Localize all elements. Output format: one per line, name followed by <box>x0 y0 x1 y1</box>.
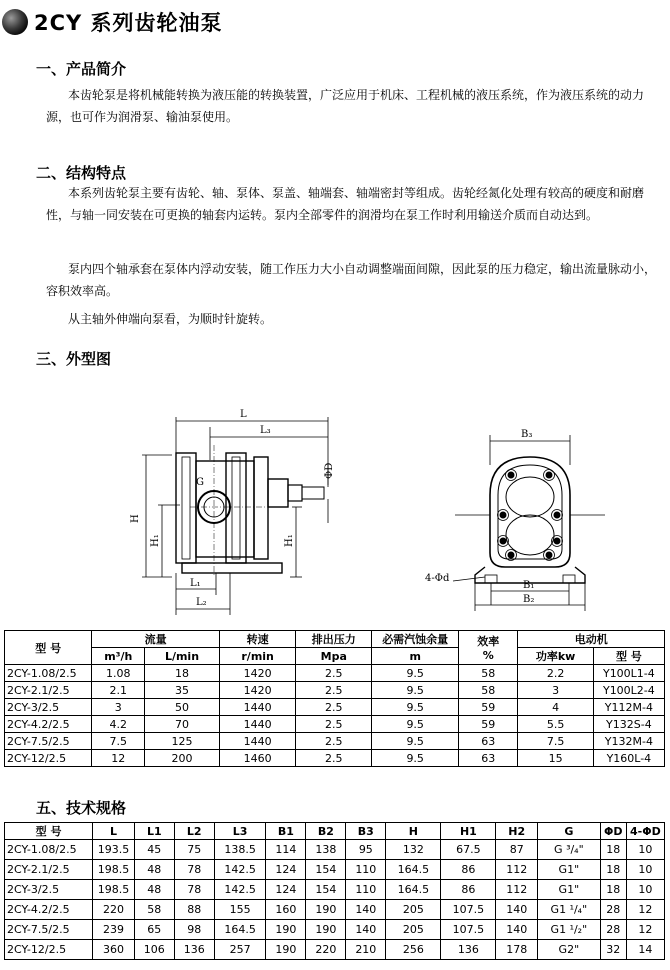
table-cell: 7.5 <box>518 733 593 750</box>
table-cell: 1440 <box>219 733 295 750</box>
table-cell: G1" <box>538 860 601 880</box>
table-cell: Y132M-4 <box>593 733 664 750</box>
col-pressure: 排出压力 <box>296 631 372 648</box>
table-cell: 140 <box>346 900 386 920</box>
pump-side-view-drawing <box>425 425 615 620</box>
table-cell: 1420 <box>219 682 295 699</box>
dim-col-header: G <box>538 823 601 840</box>
table-cell: 1440 <box>219 716 295 733</box>
dim-col-header: B2 <box>306 823 346 840</box>
table-row <box>5 733 665 750</box>
table-cell: Y100L1-4 <box>593 665 664 682</box>
section-heading-specs: 五、技术规格 <box>36 799 127 817</box>
table-cell: 4 <box>518 699 593 716</box>
table-cell: 220 <box>306 940 346 960</box>
table-cell: 9.5 <box>372 682 459 699</box>
table-cell: 164.5 <box>386 880 441 900</box>
table-cell: 1.08 <box>92 665 145 682</box>
table-cell: 2CY-1.08/2.5 <box>5 665 92 682</box>
table-cell: 140 <box>346 920 386 940</box>
table-cell: 88 <box>174 900 214 920</box>
table-cell: 2.5 <box>296 682 372 699</box>
table-cell: 67.5 <box>441 840 496 860</box>
col-efficiency-label: 效率 <box>477 635 500 648</box>
table-cell: 198.5 <box>93 880 135 900</box>
dim-col-header: L <box>93 823 135 840</box>
structure-paragraph-3: 从主轴外伸端向泵看，为顺时针旋转。 <box>68 312 273 326</box>
dim-label-L: L <box>240 409 247 420</box>
dim-label-bolt-holes: 4-Φd <box>425 573 450 584</box>
table-cell: 1420 <box>219 665 295 682</box>
dim-label-H: H <box>130 514 141 523</box>
table-cell: 239 <box>93 920 135 940</box>
page-title-bar <box>2 4 223 40</box>
dim-col-header: L3 <box>214 823 266 840</box>
table-row <box>5 880 665 900</box>
structure-paragraph-2: 泵内四个轴承套在泵体内浮动安装，随工作压力大小自动调整端面间隙，因此泵的压力稳定，输出流量脉动小，容积效率高。 <box>46 262 657 298</box>
table-cell: 9.5 <box>372 716 459 733</box>
table-cell: 28 <box>600 900 626 920</box>
table-cell: 7.5 <box>92 733 145 750</box>
table-cell: 154 <box>306 860 346 880</box>
table-cell: 193.5 <box>93 840 135 860</box>
table-cell: 164.5 <box>214 920 266 940</box>
dim-label-B2: B₂ <box>523 594 535 605</box>
table-row <box>5 920 665 940</box>
table-cell: 205 <box>386 900 441 920</box>
table-cell: 140 <box>496 900 538 920</box>
table-cell: 125 <box>145 733 220 750</box>
dim-label-L1: L₁ <box>190 578 201 589</box>
table-cell: 190 <box>306 920 346 940</box>
col-npsh-unit: m <box>372 648 459 665</box>
table-cell: 95 <box>346 840 386 860</box>
col-pressure-unit: Mpa <box>296 648 372 665</box>
table-cell: 12 <box>626 920 664 940</box>
table-cell: 2CY-2.1/2.5 <box>5 860 93 880</box>
col-efficiency <box>459 631 518 665</box>
table-cell: 65 <box>134 920 174 940</box>
table-cell: 2CY-12/2.5 <box>5 940 93 960</box>
col-model: 型 号 <box>5 631 92 665</box>
dim-label-H1-right: H₁ <box>284 534 295 547</box>
table-cell: 110 <box>346 880 386 900</box>
table-cell: 18 <box>145 665 220 682</box>
table-cell: 58 <box>459 665 518 682</box>
table-cell: 136 <box>174 940 214 960</box>
table-cell: 2CY-2.1/2.5 <box>5 682 92 699</box>
table-cell: 142.5 <box>214 860 266 880</box>
table-cell: 2.2 <box>518 665 593 682</box>
table-cell: 4.2 <box>92 716 145 733</box>
dim-label-B1: B₁ <box>523 580 535 591</box>
dim-label-G: G <box>196 477 204 488</box>
table-cell: 124 <box>266 860 306 880</box>
table-cell: 2CY-7.5/2.5 <box>5 733 92 750</box>
dim-label-L2: L₂ <box>196 597 207 608</box>
table-cell: 45 <box>134 840 174 860</box>
table-cell: 2.5 <box>296 665 372 682</box>
table-row <box>5 665 665 682</box>
performance-table <box>4 630 665 767</box>
table-cell: 2CY-12/2.5 <box>5 750 92 767</box>
dim-col-header: ΦD <box>600 823 626 840</box>
table-cell: Y112M-4 <box>593 699 664 716</box>
table-cell: 2CY-3/2.5 <box>5 699 92 716</box>
table-cell: 35 <box>145 682 220 699</box>
table-cell: 198.5 <box>93 860 135 880</box>
col-motor-power: 功率kw <box>518 648 593 665</box>
col-speed-unit: r/min <box>219 648 295 665</box>
table-cell: 59 <box>459 716 518 733</box>
table-cell: 63 <box>459 750 518 767</box>
dim-col-header: L1 <box>134 823 174 840</box>
table-cell: 32 <box>600 940 626 960</box>
table-cell: G ³/₄" <box>538 840 601 860</box>
table-cell: 1440 <box>219 699 295 716</box>
table-cell: 2CY-3/2.5 <box>5 880 93 900</box>
table-row <box>5 900 665 920</box>
table-cell: 12 <box>626 900 664 920</box>
table-cell: 112 <box>496 860 538 880</box>
table-cell: Y132S-4 <box>593 716 664 733</box>
table-cell: 2CY-1.08/2.5 <box>5 840 93 860</box>
table-cell: G1 ¹/₄" <box>538 900 601 920</box>
table-cell: 2.5 <box>296 750 372 767</box>
pump-front-view-drawing <box>120 405 350 620</box>
dim-label-H1-left: H₁ <box>150 534 161 547</box>
table-cell: G1" <box>538 880 601 900</box>
dimensions-table <box>4 822 665 960</box>
dim-col-header: 4-ΦD <box>626 823 664 840</box>
title-bullet-icon <box>2 9 28 35</box>
col-speed: 转速 <box>219 631 295 648</box>
dim-label-B3: B₃ <box>521 429 533 440</box>
table-cell: 164.5 <box>386 860 441 880</box>
table-cell: 70 <box>145 716 220 733</box>
col-motor-model: 型 号 <box>593 648 664 665</box>
table-cell: 2.5 <box>296 733 372 750</box>
table-cell: 360 <box>93 940 135 960</box>
col-efficiency-unit: % <box>482 649 494 662</box>
table-cell: 10 <box>626 860 664 880</box>
table-cell: 87 <box>496 840 538 860</box>
table-cell: G2" <box>538 940 601 960</box>
table-cell: 15 <box>518 750 593 767</box>
table-cell: 106 <box>134 940 174 960</box>
table-cell: 200 <box>145 750 220 767</box>
table-cell: 220 <box>93 900 135 920</box>
table-row <box>5 716 665 733</box>
table-cell: 58 <box>134 900 174 920</box>
table-cell: 59 <box>459 699 518 716</box>
table-cell: 210 <box>346 940 386 960</box>
table-cell: 75 <box>174 840 214 860</box>
table-cell: Y160L-4 <box>593 750 664 767</box>
table-cell: 98 <box>174 920 214 940</box>
dim-col-header: 型 号 <box>5 823 93 840</box>
table-cell: 2.5 <box>296 716 372 733</box>
dim-col-header: H <box>386 823 441 840</box>
table-cell: 48 <box>134 860 174 880</box>
table-cell: 190 <box>266 940 306 960</box>
table-cell: 2CY-7.5/2.5 <box>5 920 93 940</box>
table-row <box>5 682 665 699</box>
table-row <box>5 699 665 716</box>
table-row <box>5 940 665 960</box>
table-cell: 86 <box>441 860 496 880</box>
table-cell: 190 <box>266 920 306 940</box>
table-cell: 9.5 <box>372 699 459 716</box>
dim-col-header: H2 <box>496 823 538 840</box>
table-cell: 78 <box>174 860 214 880</box>
table-cell: 28 <box>600 920 626 940</box>
col-flow-m3: m³/h <box>92 648 145 665</box>
table-cell: 5.5 <box>518 716 593 733</box>
table-cell: 2.1 <box>92 682 145 699</box>
table-cell: 50 <box>145 699 220 716</box>
col-npsh: 必需汽蚀余量 <box>372 631 459 648</box>
table-cell: 257 <box>214 940 266 960</box>
table-cell: 140 <box>496 920 538 940</box>
table-cell: 12 <box>92 750 145 767</box>
section-heading-outline: 三、外型图 <box>36 350 112 368</box>
table-cell: 2CY-4.2/2.5 <box>5 900 93 920</box>
table-cell: 2.5 <box>296 699 372 716</box>
table-cell: 107.5 <box>441 920 496 940</box>
dim-col-header: B1 <box>266 823 306 840</box>
table-cell: 178 <box>496 940 538 960</box>
table-cell: 205 <box>386 920 441 940</box>
dim-col-header: H1 <box>441 823 496 840</box>
table-cell: G1 ¹/₂" <box>538 920 601 940</box>
section-heading-structure: 二、结构特点 <box>36 164 127 182</box>
table-cell: 107.5 <box>441 900 496 920</box>
intro-paragraph: 本齿轮泵是将机械能转换为液压能的转换装置，广泛应用于机床、工程机械的液压系统，作为液压系统的动力源，也可作为润滑泵、输油泵使用。 <box>46 88 645 124</box>
structure-paragraph-1: 本系列齿轮泵主要有齿轮、轴、泵体、泵盖、轴端套、轴端密封等组成。齿轮经氮化处理有较高的硬度和耐磨性，与轴一同安装在可更换的轴套内运转。泵内全部零件的润滑均在泵工作时利用输送介质而自动达到。 <box>46 186 645 222</box>
table-cell: 18 <box>600 860 626 880</box>
table-cell: Y100L2-4 <box>593 682 664 699</box>
table-cell: 18 <box>600 840 626 860</box>
col-flow: 流量 <box>92 631 219 648</box>
dim-col-header: B3 <box>346 823 386 840</box>
table-cell: 142.5 <box>214 880 266 900</box>
table-cell: 190 <box>306 900 346 920</box>
table-cell: 18 <box>600 880 626 900</box>
table-cell: 9.5 <box>372 750 459 767</box>
section-heading-intro: 一、产品简介 <box>36 60 127 78</box>
dim-label-phiD: ΦD <box>324 462 335 479</box>
table-cell: 112 <box>496 880 538 900</box>
table-cell: 78 <box>174 880 214 900</box>
col-motor: 电动机 <box>518 631 665 648</box>
table-cell: 10 <box>626 880 664 900</box>
dim-label-L3: L₃ <box>260 425 271 436</box>
table-cell: 58 <box>459 682 518 699</box>
col-flow-lmin: L/min <box>145 648 220 665</box>
table-cell: 132 <box>386 840 441 860</box>
table-cell: 110 <box>346 860 386 880</box>
table-cell: 9.5 <box>372 733 459 750</box>
table-cell: 136 <box>441 940 496 960</box>
table-cell: 1460 <box>219 750 295 767</box>
table-cell: 124 <box>266 880 306 900</box>
table-cell: 155 <box>214 900 266 920</box>
table-cell: 256 <box>386 940 441 960</box>
table-cell: 10 <box>626 840 664 860</box>
table-cell: 2CY-4.2/2.5 <box>5 716 92 733</box>
table-cell: 154 <box>306 880 346 900</box>
table-cell: 9.5 <box>372 665 459 682</box>
table-cell: 138 <box>306 840 346 860</box>
table-cell: 14 <box>626 940 664 960</box>
table-cell: 138.5 <box>214 840 266 860</box>
table-row <box>5 840 665 860</box>
table-cell: 3 <box>518 682 593 699</box>
table-row <box>5 750 665 767</box>
table-row <box>5 860 665 880</box>
page-title: 2CY 系列齿轮油泵 <box>34 11 223 35</box>
table-cell: 86 <box>441 880 496 900</box>
table-cell: 48 <box>134 880 174 900</box>
table-cell: 3 <box>92 699 145 716</box>
table-cell: 114 <box>266 840 306 860</box>
dim-col-header: L2 <box>174 823 214 840</box>
table-cell: 160 <box>266 900 306 920</box>
table-cell: 63 <box>459 733 518 750</box>
